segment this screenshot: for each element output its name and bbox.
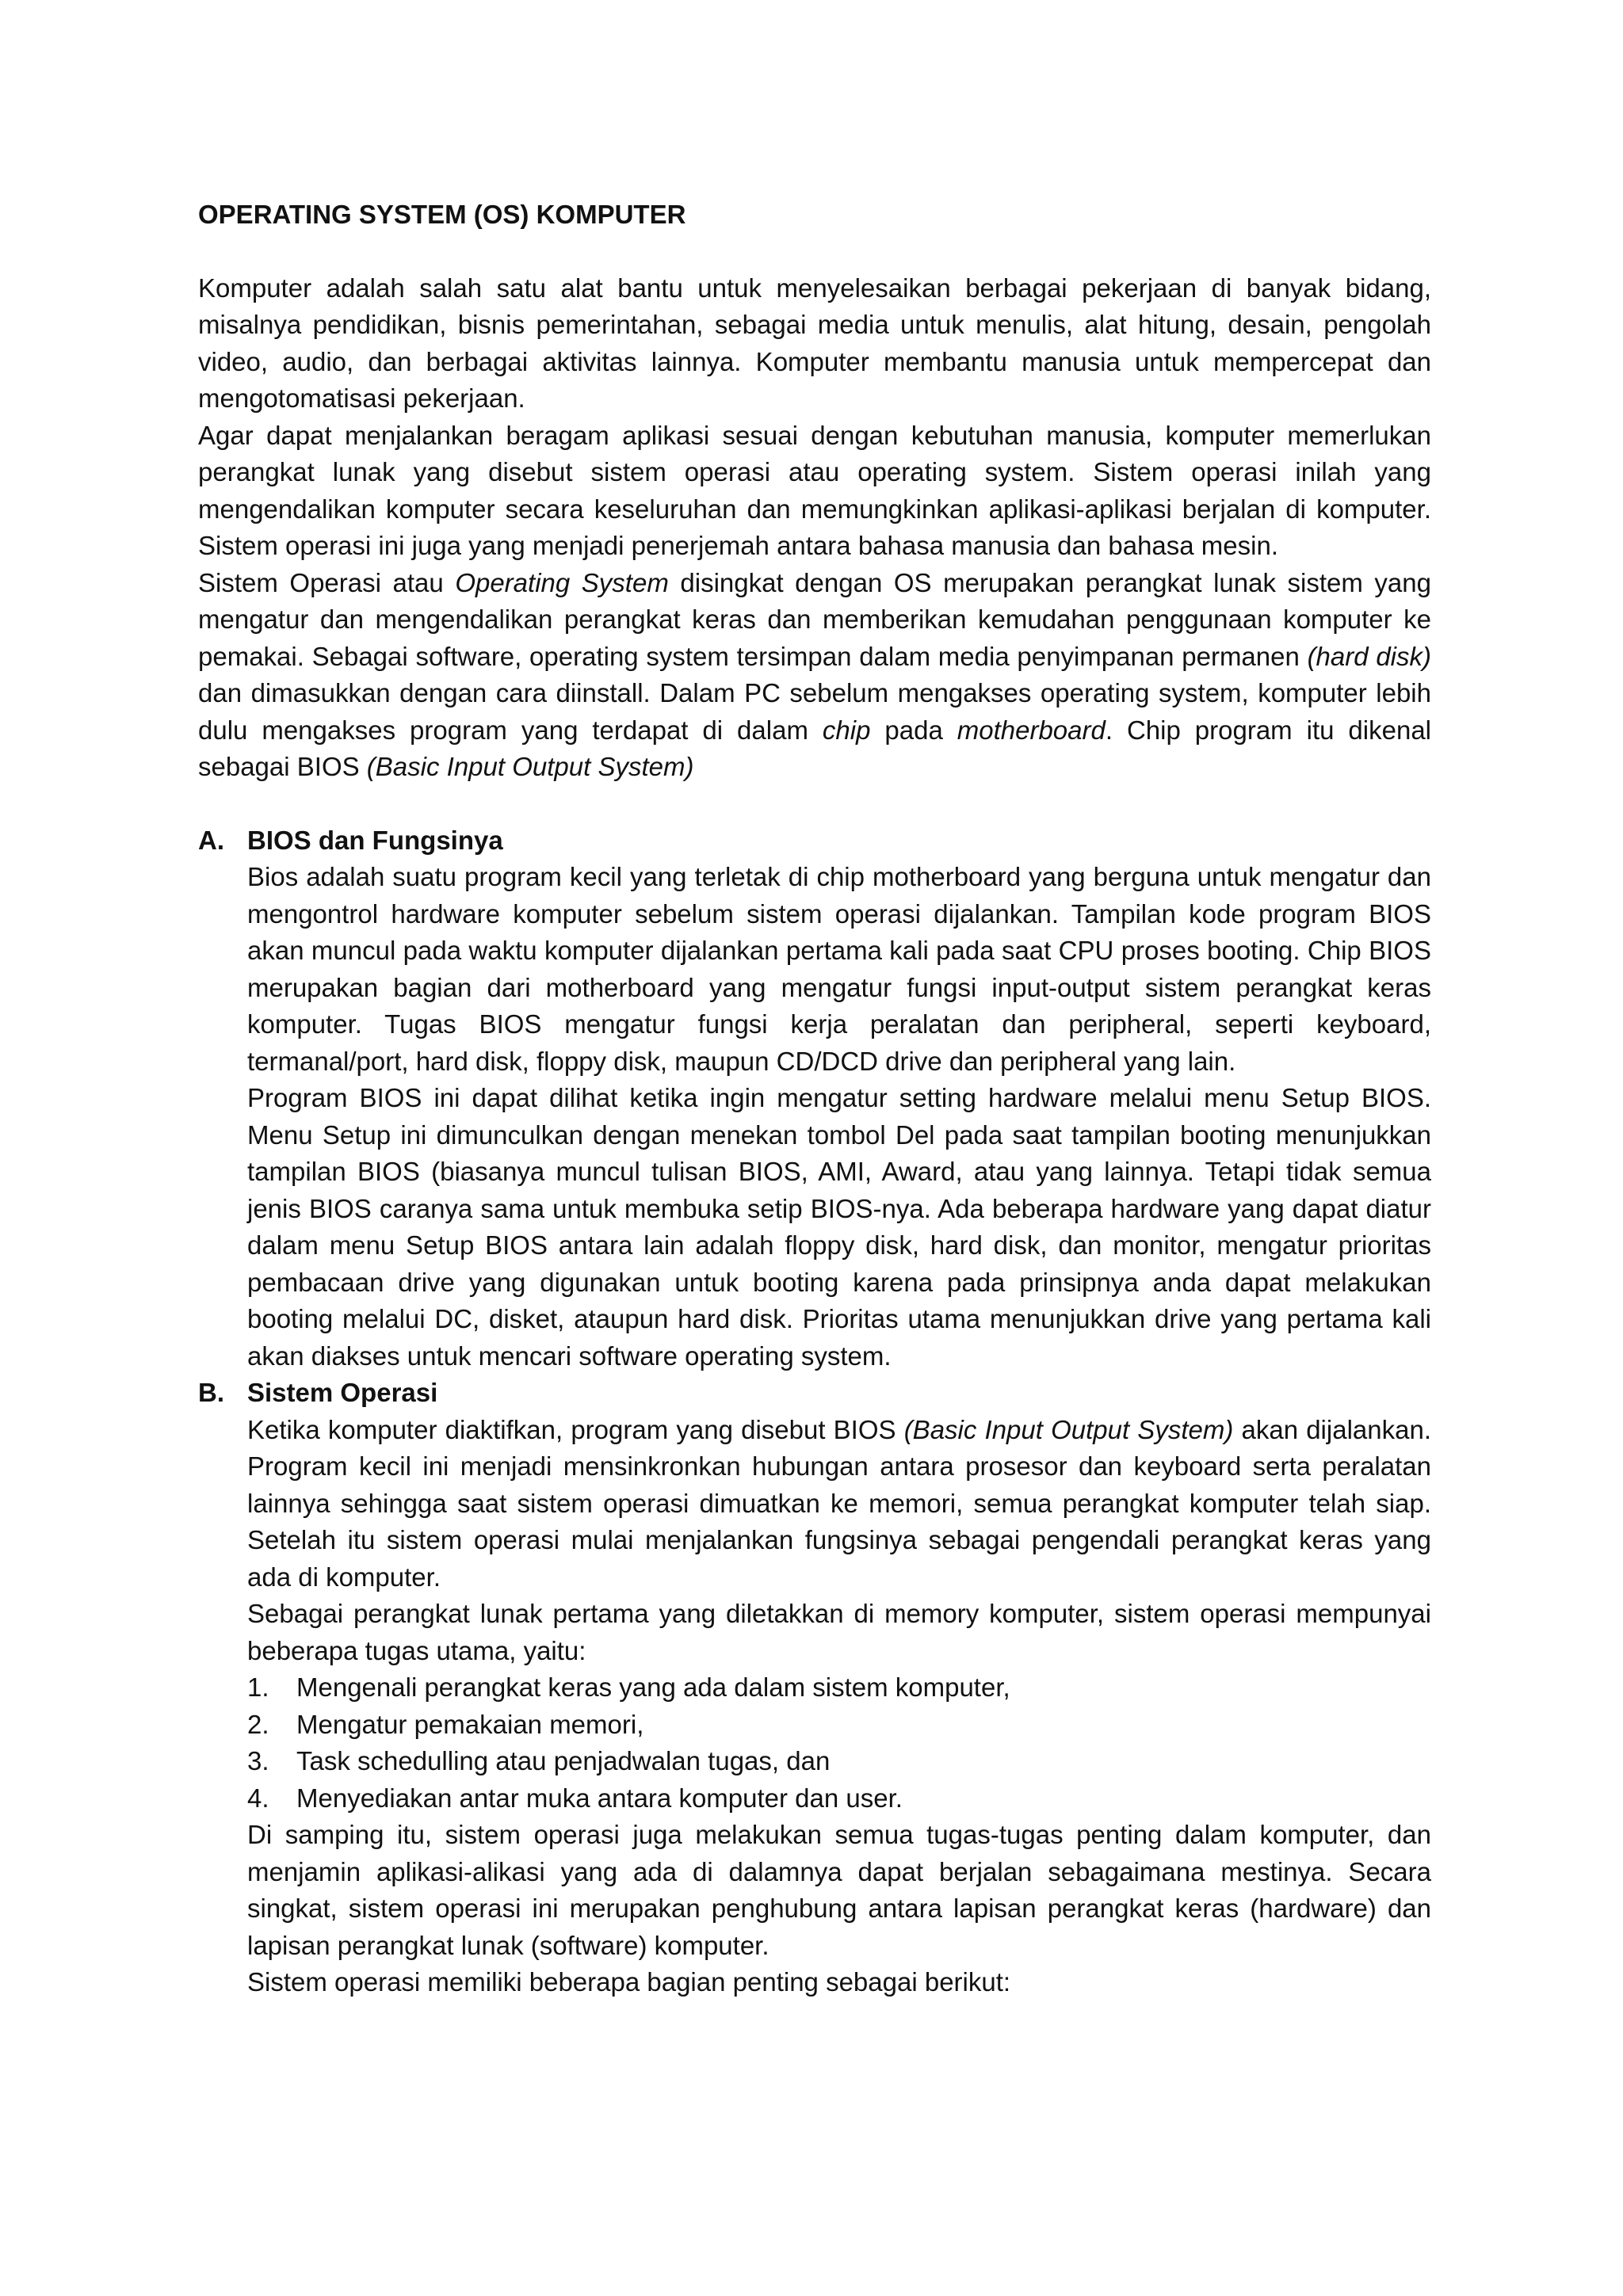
document-page [198, 196, 1431, 2001]
section-b-heading [198, 1375, 1431, 1412]
section-a-title: BIOS dan Fungsinya [247, 825, 503, 855]
section-a-paragraph-1: Bios adalah suatu program kecil yang terletak di chip motherboard yang berguna untuk mengatur dan mengontrol hardware komputer sebelum sistem operasi dijalankan. Tampilan kode program BIOS akan muncul pada waktu komputer dijalankan pertama kali pada saat CPU proses booting. Chip BIOS merupakan bagian dari motherboard yang mengatur fungsi input-output sistem perangkat keras komputer. Tugas BIOS mengatur fungsi kerja peralatan dan peripheral, seperti keyboard, termanal/port, hard disk, floppy disk, maupun CD/DCD drive dan peripheral yang lain. [247, 862, 1431, 1076]
list-item: 4. Menyediakan antar muka antara komputer dan user. [247, 1783, 903, 1813]
task-list [247, 1669, 1431, 1817]
section-b-letter: B. [198, 1378, 224, 1407]
section-a-body [198, 859, 1431, 1375]
list-item: 2. Mengatur pemakaian memori, [247, 1709, 644, 1739]
section-b-paragraph-4: Sistem operasi memiliki beberapa bagian penting sebagai berikut: [247, 1967, 1011, 1997]
section-sistem-operasi [198, 1375, 1431, 2001]
section-a-letter: A. [198, 825, 224, 855]
intro-paragraph-1: Komputer adalah salah satu alat bantu untuk menyelesaikan berbagai pekerjaan di banyak bidang, misalnya pendidikan, bisnis pemerintahan, sebagai media untuk menulis, alat hitung, desain, pengolah video, audio, dan berbagai aktivitas lainnya. Komputer membantu manusia untuk mempercepat dan mengotomatisasi pekerjaan. [198, 273, 1431, 413]
section-b-paragraph-3: Di samping itu, sistem operasi juga melakukan semua tugas-tugas penting dalam komputer, dan menjamin aplikasi-alikasi yang ada di dalamnya dapat berjalan sebagaimana mestinya. Secara singkat, sistem operasi ini merupakan penghubung antara lapisan perangkat keras (hardware) dan lapisan perangkat lunak (software) komputer. [247, 1820, 1431, 1960]
intro-paragraph-2: Agar dapat menjalankan beragam aplikasi sesuai dengan kebutuhan manusia, komputer memerlukan perangkat lunak yang disebut sistem operasi atau operating system. Sistem operasi inilah yang mengendalikan komputer secara keseluruhan dan memungkinkan aplikasi-aplikasi berjalan di komputer. Sistem operasi ini juga yang menjadi penerjemah antara bahasa manusia dan bahasa mesin. [198, 420, 1431, 560]
section-a-heading [198, 822, 1431, 860]
section-b-paragraph-2: Sebagai perangkat lunak pertama yang diletakkan di memory komputer, sistem operasi mempunyai beberapa tugas utama, yaitu: [247, 1599, 1431, 1665]
list-item: 3. Task schedulling atau penjadwalan tugas, dan [247, 1746, 831, 1775]
section-b-body [198, 1412, 1431, 2001]
document-title: OPERATING SYSTEM (OS) KOMPUTER [198, 200, 686, 229]
section-bios [198, 822, 1431, 1375]
section-b-paragraph-1: Ketika komputer diaktifkan, program yang disebut BIOS (Basic Input Output System) akan dijalankan. Program kecil ini menjadi mensinkronkan hubungan antara prosesor dan keyboard serta peralatan lainnya sehingga saat sistem operasi dimuatkan ke memori, semua perangkat komputer telah siap. Setelah itu sistem operasi mulai menjalankan fungsinya sebagai pengendali perangkat keras yang ada di komputer. [247, 1414, 1431, 1592]
list-item: 1. Mengenali perangkat keras yang ada dalam sistem komputer, [247, 1672, 1010, 1702]
section-b-title: Sistem Operasi [247, 1378, 438, 1407]
section-a-paragraph-2: Program BIOS ini dapat dilihat ketika ingin mengatur setting hardware melalui menu Setup BIOS. Menu Setup ini dimunculkan dengan menekan tombol Del pada saat tampilan booting menunjukkan tampilan BIOS (biasanya muncul tulisan BIOS, AMI, Award, atau yang lainnya. Tetapi tidak semua jenis BIOS caranya sama untuk membuka setip BIOS-nya. Ada beberapa hardware yang dapat diatur dalam menu Setup BIOS antara lain adalah floppy disk, hard disk, dan monitor, mengatur prioritas pembacaan drive yang digunakan untuk booting karena pada prinsipnya anda dapat melakukan booting melalui DC, disket, ataupun hard disk. Prioritas utama menunjukkan drive yang pertama kali akan diakses untuk mencari software operating system. [247, 1083, 1431, 1371]
intro-paragraph-3: Sistem Operasi atau Operating System disingkat dengan OS merupakan perangkat lunak sistem yang mengatur dan mengendalikan perangkat keras dan memberikan kemudahan penggunaan komputer ke pemakai. Sebagai software, operating system tersimpan dalam media penyimpanan permanen (hard disk) dan dimasukkan dengan cara diinstall. Dalam PC sebelum mengakses operating system, komputer lebih dulu mengakses program yang terdapat di dalam chip pada motherboard. Chip program itu dikenal sebagai BIOS (Basic Input Output System) [198, 567, 1431, 781]
